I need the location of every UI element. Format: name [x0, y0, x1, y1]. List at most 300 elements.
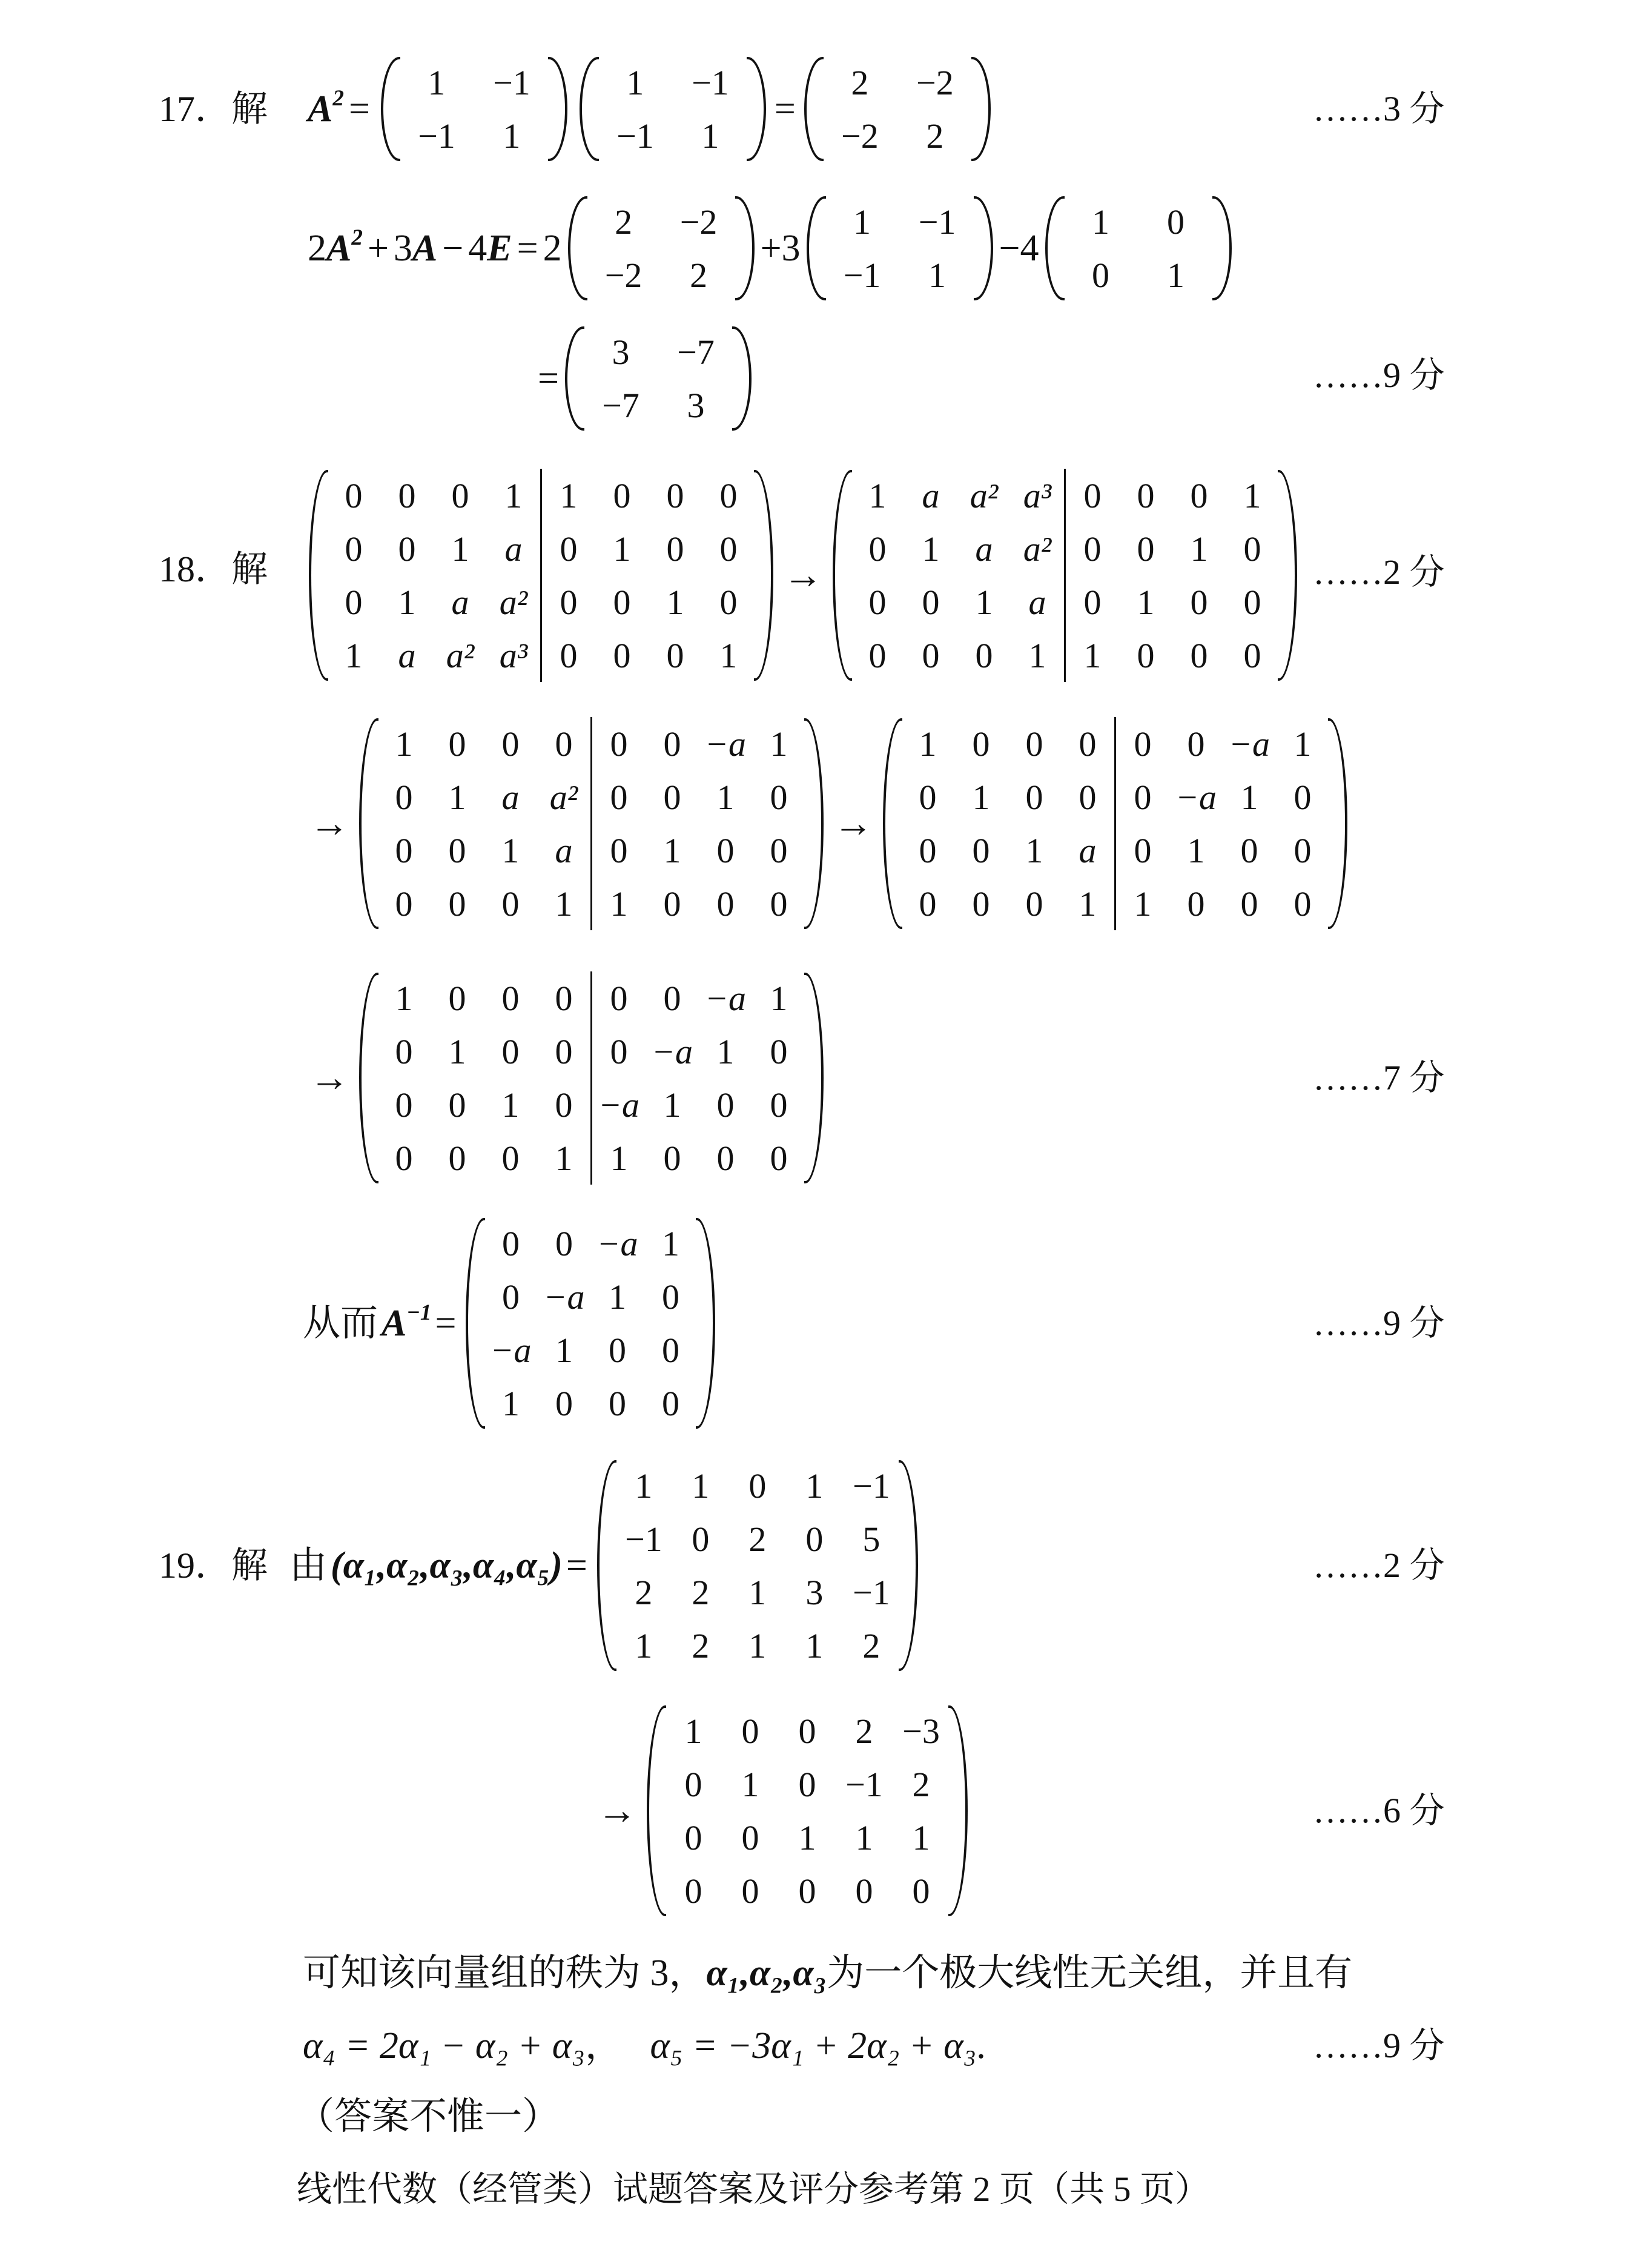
matrix-cell: a² [446, 635, 475, 675]
matrix-cell: 1 [972, 777, 990, 817]
q17-matrix-identity [1045, 195, 1232, 302]
matrix-cell: 1 [345, 635, 363, 675]
matrix-cell: −a [1228, 724, 1270, 764]
matrix-row [377, 770, 805, 824]
inverse-symbol: $A^{-1}$ [382, 1300, 432, 1344]
matrix-cell: −1 [853, 1466, 890, 1506]
matrix-cell: 0 [912, 1871, 930, 1911]
matrix-cell: −a [651, 1031, 693, 1071]
arrow-icon: → [309, 801, 349, 845]
matrix-cell: 0 [868, 529, 887, 569]
matrix-cell: 1 [748, 1572, 767, 1612]
coef: 4 [468, 228, 487, 269]
matrix-cell: 0 [868, 582, 887, 622]
matrix-cell: 1 [798, 1817, 816, 1857]
coef: −4 [999, 228, 1039, 269]
coef: 2 [543, 228, 562, 269]
matrix-cell: 1 [1065, 629, 1120, 682]
matrix-cell: 0 [1115, 717, 1170, 770]
matrix-cell: 0 [608, 1330, 626, 1370]
page-footer: 线性代数（经管类）试题答案及评分参考第 2 页（共 5 页） [297, 2169, 1211, 2209]
matrix-cell: 1 [504, 475, 523, 515]
matrix-cell: a [922, 475, 940, 515]
q17-matrix-a2 [580, 56, 766, 162]
matrix-cell: a² [970, 475, 999, 515]
matrix-cell: −2 [916, 62, 954, 102]
matrix-cell: 1 [501, 830, 520, 870]
matrix-cell: 0 [661, 1330, 679, 1370]
matrix-cell: 1 [661, 1223, 679, 1263]
matrix-cell: −1 [616, 116, 654, 156]
matrix-cell: 1 [501, 1085, 520, 1125]
equals-sign: = [774, 88, 796, 130]
matrix-cell: 0 [448, 884, 466, 924]
matrix-cell: 0 [770, 884, 788, 924]
matrix-cell: 1 [748, 1626, 767, 1665]
matrix-cell: 0 [1025, 777, 1043, 817]
q17-matrix-result [565, 325, 752, 432]
matrix-cell: 0 [1025, 884, 1043, 924]
matrix-cell: 0 [395, 1031, 413, 1071]
matrix-cell: 1 [608, 1277, 626, 1317]
matrix-cell: 0 [716, 884, 735, 924]
alpha5-expression: α₅ = −3α₁ + 2α₂ + α₃ [650, 2025, 977, 2066]
matrix-cell: 0 [684, 1871, 702, 1911]
matrix-cell: 0 [345, 529, 363, 569]
matrix-cell: 1 [451, 529, 469, 569]
matrix-cell: 1 [663, 830, 681, 870]
matrix-cell: 0 [741, 1817, 759, 1857]
matrix-cell: 0 [1065, 575, 1120, 629]
q19-score-1: ……2 分 [1313, 1546, 1445, 1585]
matrix-cell: 2 [926, 116, 944, 156]
coef: +3 [760, 228, 801, 269]
matrix-cell: 1 [541, 469, 596, 522]
matrix-cell: a [1028, 582, 1046, 622]
matrix-cell: a [555, 830, 573, 870]
matrix-cell: −a [704, 724, 747, 764]
coef: 2 [308, 228, 326, 269]
q18-score-1: ……2 分 [1313, 552, 1445, 592]
matrix-cell: 0 [1294, 884, 1312, 924]
matrix-cell: 2 [615, 202, 633, 242]
matrix-cell: 0 [555, 978, 573, 1018]
matrix-cell: 2 [748, 1519, 767, 1559]
matrix-cell: a [501, 777, 520, 817]
matrix-row [901, 877, 1329, 930]
matrix-cell: 0 [592, 1025, 646, 1078]
matrix-row [484, 1270, 697, 1323]
q19-prefix: 由 [289, 1545, 328, 1586]
matrix-cell: 1 [613, 529, 631, 569]
matrix-cell: 0 [663, 978, 681, 1018]
matrix-cell: 0 [719, 475, 738, 515]
matrix-cell: −3 [902, 1711, 940, 1751]
matrix-cell: 1 [684, 1711, 702, 1751]
matrix-cell: 0 [398, 529, 416, 569]
matrix-cell: −2 [679, 202, 718, 242]
matrix-cell: 0 [613, 635, 631, 675]
matrix-cell: 1 [716, 777, 735, 817]
matrix-cell: 0 [555, 1031, 573, 1071]
matrix-cell: 1 [1167, 255, 1185, 295]
matrix-cell: 1 [635, 1626, 653, 1665]
matrix-row [583, 379, 733, 432]
matrix-row [851, 469, 1279, 522]
matrix-cell: 0 [1025, 724, 1043, 764]
matrix-cell: 1 [919, 724, 937, 764]
matrix-cell: 0 [716, 1085, 735, 1125]
matrix-cell: 0 [395, 830, 413, 870]
q19-note: （答案不惟一） [297, 2096, 560, 2137]
matrix-cell: 0 [555, 1223, 573, 1263]
matrix-cell: 0 [592, 971, 646, 1025]
matrix-cell: 1 [395, 724, 413, 764]
matrix-cell: −1 [918, 202, 956, 242]
matrix-cell: 0 [663, 1138, 681, 1178]
matrix-cell: −a [1175, 777, 1217, 817]
matrix-cell: 0 [395, 1085, 413, 1125]
matrix-row [665, 1704, 950, 1758]
matrix-row [377, 1131, 805, 1185]
matrix-cell: 1 [1025, 830, 1043, 870]
matrix-cell: −a [543, 1277, 585, 1317]
q19-matrix [597, 1459, 918, 1672]
arrow-icon: → [309, 1056, 349, 1100]
matrix-cell: 0 [1190, 475, 1208, 515]
matrix-cell: a² [1023, 529, 1052, 569]
matrix-cell: 1 [666, 582, 684, 622]
matrix-cell: 0 [345, 475, 363, 515]
matrix-cell: 1 [398, 582, 416, 622]
matrix-cell: 3 [687, 385, 705, 425]
matrix-cell: 2 [851, 62, 869, 102]
q19-line1 [289, 1457, 924, 1675]
var-a: A [412, 228, 438, 269]
matrix-cell: 0 [661, 1277, 679, 1317]
matrix-row [851, 522, 1279, 575]
matrix-cell: 1 [555, 1330, 573, 1370]
equals-sign: = [538, 358, 559, 399]
matrix-cell: 0 [805, 1519, 824, 1559]
matrix-cell: 0 [1187, 724, 1205, 764]
matrix-cell: 0 [1167, 202, 1185, 242]
matrix-cell: 1 [770, 978, 788, 1018]
matrix-cell: 0 [972, 724, 990, 764]
matrix-row [901, 824, 1329, 877]
matrix-cell: 0 [1243, 529, 1261, 569]
matrix-row [851, 629, 1279, 682]
matrix-cell: 1 [922, 529, 940, 569]
matrix-cell: 0 [1187, 884, 1205, 924]
matrix-cell: 0 [972, 884, 990, 924]
q18-step2 [306, 715, 1353, 933]
equals-sign: = [435, 1303, 457, 1344]
matrix-row [1063, 248, 1214, 302]
matrix-cell: 0 [1294, 777, 1312, 817]
op: + [367, 228, 389, 269]
matrix-cell: 1 [1092, 202, 1110, 242]
matrix-cell: 1 [1115, 877, 1170, 930]
q19-reduced-matrix [647, 1704, 968, 1917]
matrix-row [586, 195, 736, 248]
matrix-cell: 0 [1240, 830, 1258, 870]
matrix-cell: 1 [716, 1031, 735, 1071]
var-e: E [487, 228, 512, 269]
matrix-cell: 0 [1079, 724, 1097, 764]
matrix-cell: 0 [501, 1277, 520, 1317]
matrix-cell: 2 [692, 1572, 710, 1612]
matrix-cell: 1 [503, 116, 521, 156]
matrix-cell: 0 [684, 1817, 702, 1857]
matrix-cell: 0 [501, 1223, 520, 1263]
matrix-cell: 0 [975, 635, 993, 675]
matrix-cell: 1 [1079, 884, 1097, 924]
matrix-cell: 2 [690, 255, 708, 295]
matrix-cell: 1 [805, 1466, 824, 1506]
matrix-cell: 0 [1243, 635, 1261, 675]
matrix-cell: 0 [716, 1138, 735, 1178]
matrix-row [377, 877, 805, 930]
q17-matrix-term2 [807, 195, 993, 302]
q18-inverse-matrix [466, 1217, 715, 1430]
matrix-cell: 0 [741, 1711, 759, 1751]
matrix-cell: 0 [501, 724, 520, 764]
q17-label: 17．解 [159, 89, 268, 129]
matrix-cell: −1 [843, 255, 881, 295]
matrix-cell: 1 [592, 1131, 646, 1185]
matrix-row [377, 971, 805, 1025]
matrix-cell: 0 [608, 1383, 626, 1423]
matrix-cell: 0 [666, 635, 684, 675]
text: 为一个极大线性无关组，并且有 [827, 1953, 1353, 1994]
matrix-row [327, 469, 755, 522]
matrix-row [399, 56, 549, 109]
matrix-cell: a³ [1023, 475, 1052, 515]
matrix-cell: −1 [625, 1519, 662, 1559]
matrix-cell: 1 [853, 202, 871, 242]
q17-score-1: ……3 分 [1313, 89, 1445, 128]
matrix-cell: 3 [805, 1572, 824, 1612]
matrix-cell: −a [592, 1078, 646, 1131]
matrix-cell: 1 [868, 475, 887, 515]
matrix-cell: 0 [770, 777, 788, 817]
matrix-cell: 1 [1137, 582, 1155, 622]
matrix-cell: a [504, 529, 523, 569]
matrix-cell: 1 [912, 1817, 930, 1857]
result-prefix: 从而 [303, 1303, 378, 1344]
q17-lhs: $A^2$ [308, 85, 344, 130]
q17-matrix-term1 [568, 195, 755, 302]
matrix-cell: 1 [692, 1466, 710, 1506]
matrix-cell: 0 [592, 717, 646, 770]
var-a: $A^2$ [326, 225, 363, 269]
q19-label: 19．解 [159, 1546, 268, 1586]
matrix-cell: 0 [1065, 469, 1120, 522]
matrix-cell: 0 [1137, 529, 1155, 569]
q19-line2 [593, 1702, 974, 1920]
matrix-row [825, 248, 975, 302]
matrix-cell: 0 [555, 724, 573, 764]
q18-score-3: ……9 分 [1313, 1303, 1445, 1343]
matrix-cell: 0 [1137, 635, 1155, 675]
matrix-cell: 1 [770, 724, 788, 764]
matrix-row [822, 109, 973, 162]
matrix-cell: 0 [798, 1764, 816, 1804]
equals-sign: = [566, 1545, 587, 1586]
matrix-cell: 0 [448, 978, 466, 1018]
q18-augmented-matrix [309, 469, 773, 682]
matrix-row [484, 1217, 697, 1270]
matrix-cell: 0 [395, 1138, 413, 1178]
matrix-row [586, 248, 736, 302]
matrix-cell: 5 [862, 1519, 881, 1559]
matrix-cell: −1 [853, 1572, 890, 1612]
matrix-cell: 2 [912, 1764, 930, 1804]
matrix-cell: 0 [855, 1871, 873, 1911]
matrix-cell: 0 [448, 830, 466, 870]
matrix-cell: 0 [448, 724, 466, 764]
q17-line3 [538, 330, 758, 427]
q17-line1 [308, 61, 997, 157]
matrix-row [615, 1566, 900, 1619]
matrix-row [399, 109, 549, 162]
matrix-cell: 0 [1079, 777, 1097, 817]
matrix-cell: 0 [448, 1138, 466, 1178]
matrix-cell: 0 [501, 884, 520, 924]
matrix-cell: 0 [716, 830, 735, 870]
matrix-cell: 0 [1137, 475, 1155, 515]
alpha4-expression: α₄ = 2α₁ − α₂ + α₃ [303, 2025, 585, 2066]
matrix-cell: 1 [701, 116, 719, 156]
matrix-cell: 0 [919, 830, 937, 870]
matrix-cell: 0 [684, 1764, 702, 1804]
matrix-cell: 1 [555, 884, 573, 924]
matrix-cell: 1 [741, 1764, 759, 1804]
matrix-cell: 0 [398, 475, 416, 515]
matrix-row [851, 575, 1279, 629]
matrix-row [901, 717, 1329, 770]
matrix-row [327, 522, 755, 575]
matrix-cell: 0 [592, 770, 646, 824]
matrix-cell: 1 [855, 1817, 873, 1857]
matrix-cell: 1 [635, 1466, 653, 1506]
matrix-cell: −2 [604, 255, 643, 295]
matrix-cell: 1 [1028, 635, 1046, 675]
q18-step1-matrix [833, 469, 1297, 682]
matrix-cell: 1 [1190, 529, 1208, 569]
matrix-row [615, 1512, 900, 1566]
matrix-cell: 0 [770, 830, 788, 870]
matrix-cell: 0 [666, 475, 684, 515]
matrix-cell: 0 [919, 884, 937, 924]
matrix-cell: −1 [493, 62, 530, 102]
matrix-row [327, 575, 755, 629]
matrix-cell: 0 [555, 1085, 573, 1125]
matrix-cell: 0 [1115, 770, 1170, 824]
matrix-row [598, 109, 748, 162]
matrix-cell: 1 [626, 62, 644, 102]
matrix-cell: 1 [1294, 724, 1312, 764]
matrix-cell: 1 [555, 1138, 573, 1178]
matrix-cell: 2 [635, 1572, 653, 1612]
q19-conclusion-2 [303, 2022, 986, 2070]
arrow-icon: → [783, 553, 823, 597]
basis-vectors: α₁,α₂,α₃ [706, 1953, 827, 1994]
matrix-cell: 0 [541, 522, 596, 575]
matrix-cell: 0 [748, 1466, 767, 1506]
q19-conclusion-1 [303, 1949, 1352, 1997]
matrix-cell: 0 [613, 475, 631, 515]
text: 可知该向量组的秩为 3， [303, 1953, 707, 1994]
matrix-cell: 0 [395, 777, 413, 817]
matrix-cell: −a [704, 978, 747, 1018]
matrix-cell: −1 [418, 116, 455, 156]
matrix-cell: 1 [501, 1383, 520, 1423]
matrix-cell: 0 [719, 582, 738, 622]
matrix-cell: a [1079, 830, 1097, 870]
matrix-row [822, 56, 973, 109]
matrix-cell: 0 [555, 1383, 573, 1423]
op: − [442, 228, 464, 269]
q17-matrix-a-squared [804, 56, 991, 162]
matrix-cell: a [451, 582, 469, 622]
matrix-row [583, 325, 733, 379]
matrix-cell: 0 [501, 1031, 520, 1071]
matrix-cell: 0 [1190, 582, 1208, 622]
matrix-cell: 1 [428, 62, 446, 102]
matrix-cell: a² [499, 582, 528, 622]
vector-group: (α₁,α₂,α₃,α₄,α₅) [331, 1545, 563, 1586]
matrix-cell: 0 [770, 1031, 788, 1071]
q18-label: 18．解 [159, 549, 268, 589]
q17-matrix-a [381, 56, 567, 162]
matrix-cell: 0 [541, 575, 596, 629]
matrix-cell: 1 [448, 1031, 466, 1071]
matrix-row [377, 824, 805, 877]
matrix-cell: 0 [451, 475, 469, 515]
matrix-cell: 1 [663, 1085, 681, 1125]
arrow-icon: → [833, 801, 873, 845]
matrix-row [484, 1377, 697, 1430]
matrix-cell: 2 [862, 1626, 881, 1665]
matrix-cell: 0 [663, 777, 681, 817]
matrix-row [825, 195, 975, 248]
matrix-cell: 0 [922, 582, 940, 622]
matrix-cell: 0 [592, 824, 646, 877]
matrix-cell: 0 [1243, 582, 1261, 622]
matrix-cell: a [975, 529, 993, 569]
matrix-cell: 0 [868, 635, 887, 675]
matrix-row [615, 1459, 900, 1512]
separator: ， [584, 2025, 623, 2066]
matrix-cell: 0 [1190, 635, 1208, 675]
matrix-row [377, 1078, 805, 1131]
matrix-cell: 0 [1092, 255, 1110, 295]
matrix-cell: −a [490, 1330, 532, 1370]
matrix-cell: 0 [692, 1519, 710, 1559]
matrix-cell: 0 [448, 1085, 466, 1125]
matrix-cell: 0 [666, 529, 684, 569]
matrix-row [484, 1323, 697, 1377]
matrix-cell: 0 [798, 1711, 816, 1751]
matrix-row [1063, 195, 1214, 248]
matrix-cell: 2 [692, 1626, 710, 1665]
arrow-icon: → [597, 1788, 637, 1833]
matrix-cell: 0 [770, 1138, 788, 1178]
matrix-cell: 3 [612, 332, 630, 372]
matrix-cell: −1 [692, 62, 729, 102]
